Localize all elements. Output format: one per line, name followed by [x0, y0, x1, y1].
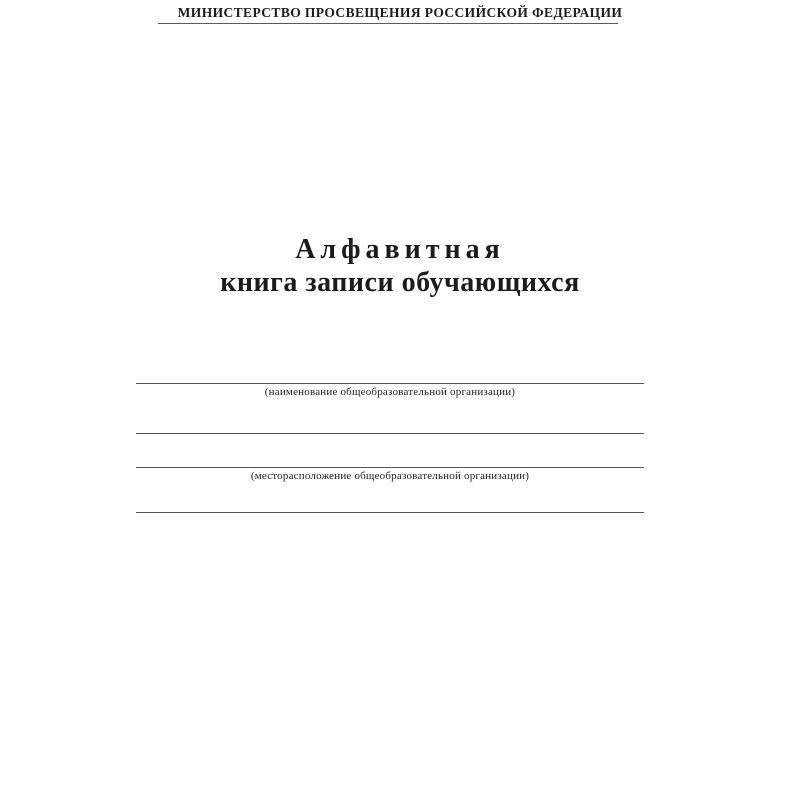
- blank-line-4: [136, 512, 644, 513]
- header-rule-divider: [158, 23, 618, 24]
- blank-line-2: [136, 433, 644, 434]
- blank-line-organization-location: [136, 467, 644, 468]
- blank-line-organization-name: [136, 383, 644, 384]
- title-line-1: Алфавитная: [295, 234, 505, 265]
- ministry-header: МИНИСТЕРСТВО ПРОСВЕЩЕНИЯ РОССИЙСКОЙ ФЕДЕРАЦИИ: [177, 5, 623, 20]
- field-caption-organization-name: (наименование общеобразовательной организации): [264, 386, 516, 398]
- title-line-2: книга записи обучающихся: [220, 267, 580, 298]
- field-caption-organization-location: (месторасположение общеобразовательной организации): [250, 470, 530, 482]
- document-title: [0, 234, 800, 300]
